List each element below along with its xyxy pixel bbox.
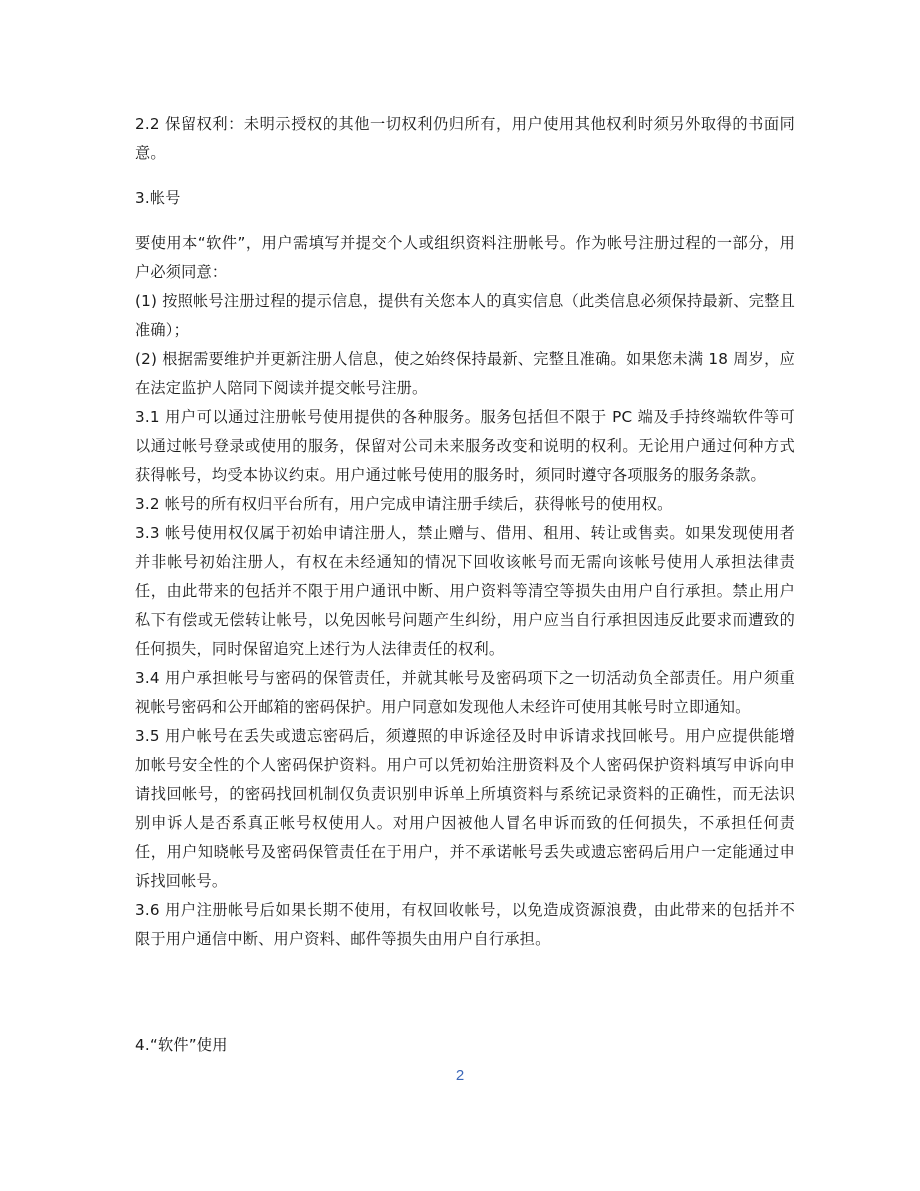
paragraph-3-3: 3.3 帐号使用权仅属于初始申请注册人，禁止赠与、借用、租用、转让或售卖。如果发现使用者并非帐号初始注册人，有权在未经通知的情况下回收该帐号而无需向该帐号使用人承担法律责任，由此带来的包括并不限于用户通讯中断、用户资料等清空等损失由用户自行承担。禁止用户私下有偿或无偿转让帐号，以免因帐号问题产生纠纷，用户应当自行承担因违反此要求而遭致的任何损失，同时保留追究上述行为人法律责任的权利。: [135, 524, 795, 658]
paragraph-3-1: 3.1 用户可以通过注册帐号使用提供的各种服务。服务包括但不限于 PC 端及手持终端软件等可以通过帐号登录或使用的服务，保留对公司未来服务改变和说明的权利。无论用户通过何种方式获得帐号，均受本协议约束。用户通过帐号使用的服务时，须同时遵守各项服务的服务条款。: [135, 408, 795, 484]
paragraph-3-item-1: (1) 按照帐号注册过程的提示信息，提供有关您本人的真实信息（此类信息必须保持最新、完整且准确）；: [135, 292, 795, 339]
section-4-heading: 4.“软件”使用: [135, 1036, 228, 1054]
section-4-block: [135, 1031, 795, 1060]
section-3-heading: 3.帐号: [135, 189, 181, 207]
section-3-block: [135, 184, 795, 954]
paragraph-3-6: 3.6 用户注册帐号后如果长期不使用，有权回收帐号，以免造成资源浪费，由此带来的包括并不限于用户通信中断、用户资料、邮件等损失由用户自行承担。: [135, 901, 795, 948]
paragraph-3-item-2: (2) 根据需要维护并更新注册人信息，使之始终保持最新、完整且准确。如果您未满 18 周岁，应在法定监护人陪同下阅读并提交帐号注册。: [135, 350, 795, 397]
page-number: 2: [455, 1067, 465, 1084]
paragraph-3-5: 3.5 用户帐号在丢失或遗忘密码后，须遵照的申诉途径及时申诉请求找回帐号。用户应提供能增加帐号安全性的个人密码保护资料。用户可以凭初始注册资料及个人密码保护资料填写申诉向申请找回帐号，的密码找回机制仅负责识别申诉单上所填资料与系统记录资料的正确性，而无法识别申诉人是否系真正帐号权使用人。对用户因被他人冒名申诉而致的任何损失，不承担任何责任，用户知晓帐号及密码保管责任在于用户，并不承诺帐号丢失或遗忘密码后用户一定能通过申诉找回帐号。: [135, 727, 795, 890]
section-2-2-block: [135, 110, 795, 168]
paragraph-3-2: 3.2 帐号的所有权归平台所有，用户完成申请注册手续后，获得帐号的使用权。: [135, 495, 673, 513]
paragraph-3-intro: 要使用本“软件”，用户需填写并提交个人或组织资料注册帐号。作为帐号注册过程的一部分，用户必须同意：: [135, 234, 795, 281]
paragraph-3-4: 3.4 用户承担帐号与密码的保管责任，并就其帐号及密码项下之一切活动负全部责任。用户须重视帐号密码和公开邮箱的密码保护。用户同意如发现他人未经许可使用其帐号时立即通知。: [135, 669, 795, 716]
paragraph-2-2: 2.2 保留权利：未明示授权的其他一切权利仍归所有，用户使用其他权利时须另外取得的书面同意。: [135, 115, 795, 162]
